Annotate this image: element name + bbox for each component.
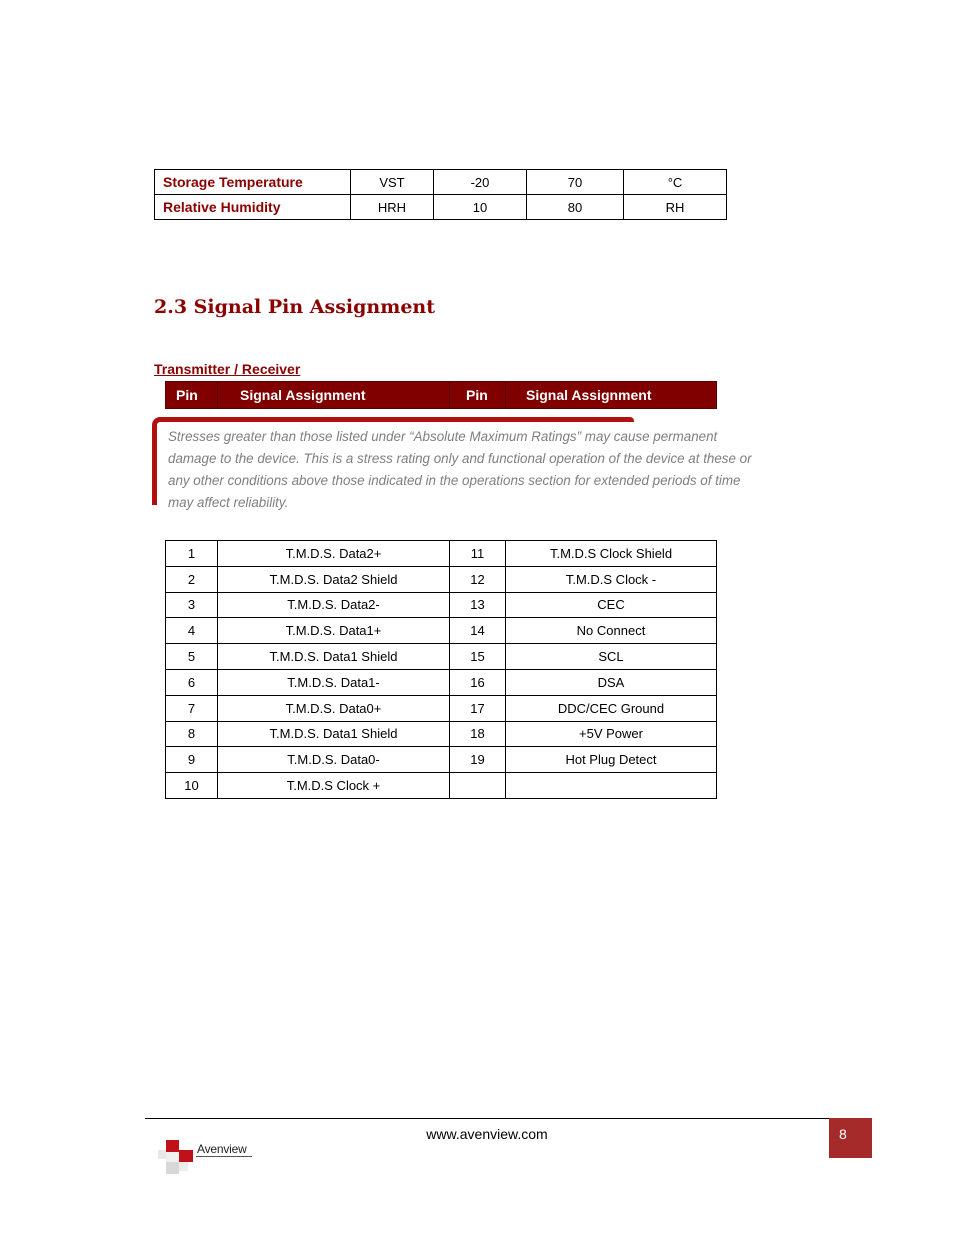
signal-name: T.M.D.S. Data1 Shield bbox=[218, 644, 450, 670]
pin-number: 1 bbox=[166, 541, 218, 567]
header-pin-1: Pin bbox=[166, 382, 218, 409]
spec-unit: °C bbox=[624, 170, 727, 195]
signal-name: +5V Power bbox=[506, 721, 717, 747]
pin-number: 2 bbox=[166, 566, 218, 592]
pin-number: 6 bbox=[166, 669, 218, 695]
pin-number: 8 bbox=[166, 721, 218, 747]
header-pin-2: Pin bbox=[450, 382, 506, 409]
signal-name bbox=[506, 773, 717, 799]
pin-number: 9 bbox=[166, 747, 218, 773]
pin-number: 10 bbox=[166, 773, 218, 799]
pin-number: 14 bbox=[450, 618, 506, 644]
spec-max: 70 bbox=[527, 170, 624, 195]
spec-symbol: HRH bbox=[351, 195, 434, 220]
footer-url: www.avenview.com bbox=[426, 1126, 548, 1142]
signal-name: T.M.D.S Clock + bbox=[218, 773, 450, 799]
table-row bbox=[166, 618, 717, 644]
page-number-badge: 8 bbox=[829, 1118, 872, 1158]
signal-name: CEC bbox=[506, 592, 717, 618]
spec-min: -20 bbox=[434, 170, 527, 195]
signal-name: SCL bbox=[506, 644, 717, 670]
signal-name: DSA bbox=[506, 669, 717, 695]
header-signal-1: Signal Assignment bbox=[218, 382, 450, 409]
signal-name: T.M.D.S. Data0- bbox=[218, 747, 450, 773]
table-row bbox=[166, 541, 717, 567]
signal-name: No Connect bbox=[506, 618, 717, 644]
spec-label: Storage Temperature bbox=[155, 170, 351, 195]
signal-name: T.M.D.S. Data0+ bbox=[218, 695, 450, 721]
table-row bbox=[166, 721, 717, 747]
spec-max: 80 bbox=[527, 195, 624, 220]
spec-table bbox=[154, 169, 727, 220]
signal-name: T.M.D.S. Data1- bbox=[218, 669, 450, 695]
logo-text: Avenview bbox=[197, 1142, 247, 1156]
signal-name: T.M.D.S Clock Shield bbox=[506, 541, 717, 567]
callout-text: Stresses greater than those listed under “Absolute Maximum Ratings” may cause permanent damage to the device. This is a stress rating only and functional operation of the device at these or any other conditions above those indicated in the operations section for extended periods of time may affect reliability. bbox=[168, 429, 752, 510]
spec-row bbox=[155, 195, 727, 220]
pin-number: 11 bbox=[450, 541, 506, 567]
footer-divider bbox=[145, 1118, 872, 1119]
spec-symbol: VST bbox=[351, 170, 434, 195]
pin-number: 19 bbox=[450, 747, 506, 773]
pin-number: 18 bbox=[450, 721, 506, 747]
pin-number: 4 bbox=[166, 618, 218, 644]
section-heading: 2.3 Signal Pin Assignment bbox=[154, 296, 436, 318]
table-row bbox=[166, 695, 717, 721]
spec-row bbox=[155, 170, 727, 195]
pin-number: 13 bbox=[450, 592, 506, 618]
pin-number: 3 bbox=[166, 592, 218, 618]
signal-name: T.M.D.S. Data2 Shield bbox=[218, 566, 450, 592]
signal-name: T.M.D.S. Data1 Shield bbox=[218, 721, 450, 747]
spec-min: 10 bbox=[434, 195, 527, 220]
pin-number: 12 bbox=[450, 566, 506, 592]
table-row bbox=[166, 669, 717, 695]
pin-number: 5 bbox=[166, 644, 218, 670]
signal-name: T.M.D.S. Data2- bbox=[218, 592, 450, 618]
table-row bbox=[166, 773, 717, 799]
transmitter-receiver-subheading: Transmitter / Receiver bbox=[154, 361, 301, 377]
table-row bbox=[166, 566, 717, 592]
pin-number: 7 bbox=[166, 695, 218, 721]
signal-name: DDC/CEC Ground bbox=[506, 695, 717, 721]
signal-name: T.M.D.S. Data1+ bbox=[218, 618, 450, 644]
pin-number bbox=[450, 773, 506, 799]
spec-unit: RH bbox=[624, 195, 727, 220]
signal-name: T.M.D.S. Data2+ bbox=[218, 541, 450, 567]
table-row bbox=[166, 592, 717, 618]
table-row bbox=[166, 747, 717, 773]
pin-table-header bbox=[165, 381, 717, 409]
header-signal-2: Signal Assignment bbox=[506, 382, 717, 409]
table-row bbox=[166, 644, 717, 670]
pin-number: 17 bbox=[450, 695, 506, 721]
pin-number: 15 bbox=[450, 644, 506, 670]
signal-name: T.M.D.S Clock - bbox=[506, 566, 717, 592]
spec-label: Relative Humidity bbox=[155, 195, 351, 220]
signal-name: Hot Plug Detect bbox=[506, 747, 717, 773]
pin-number: 16 bbox=[450, 669, 506, 695]
pin-assignment-table bbox=[165, 540, 717, 799]
